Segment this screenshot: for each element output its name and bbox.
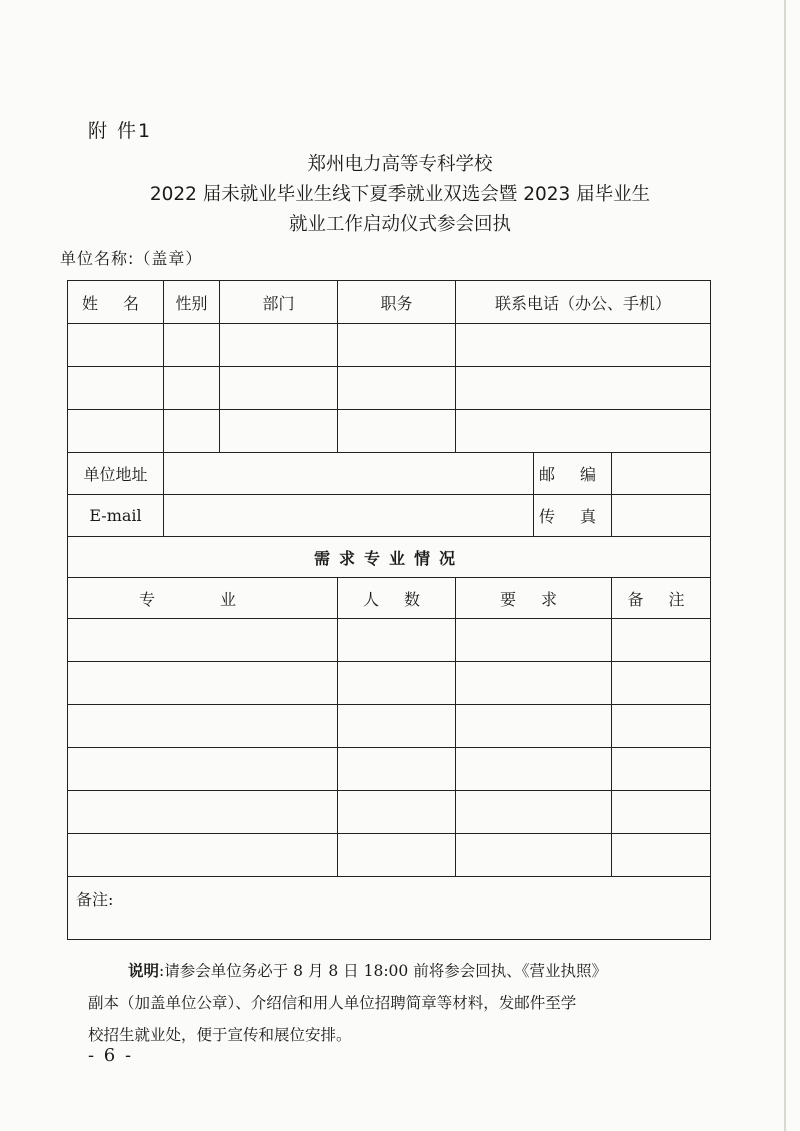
requirement-cell[interactable] xyxy=(456,791,612,834)
contact-row xyxy=(68,324,711,367)
postcode-value-cell[interactable] xyxy=(612,453,711,495)
major-cell[interactable] xyxy=(68,705,338,748)
email-row xyxy=(68,495,711,537)
contact-phone-cell[interactable] xyxy=(456,367,711,410)
remark-cell[interactable] xyxy=(612,791,711,834)
requirement-cell[interactable] xyxy=(456,705,612,748)
count-cell[interactable] xyxy=(338,662,456,705)
header-phone: 联系电话（办公、手机） xyxy=(456,281,711,324)
remark-row xyxy=(68,877,711,940)
contact-phone-cell[interactable] xyxy=(456,410,711,453)
contact-phone-cell[interactable] xyxy=(456,324,711,367)
needs-row xyxy=(68,619,711,662)
page-number: - 6 - xyxy=(88,1045,134,1066)
count-cell[interactable] xyxy=(338,748,456,791)
note-line-3: 校招生就业处，便于宣传和展位安排。 xyxy=(88,1026,352,1044)
title-line-2: 2022 届未就业毕业生线下夏季就业双选会暨 2023 届毕业生 xyxy=(149,184,651,205)
remark-cell[interactable] xyxy=(612,662,711,705)
contact-position-cell[interactable] xyxy=(338,324,456,367)
document-title xyxy=(0,150,800,240)
header-remark: 备 注 xyxy=(612,578,711,619)
remark-cell[interactable] xyxy=(612,619,711,662)
remark-area[interactable] xyxy=(68,877,711,940)
requirement-cell[interactable] xyxy=(456,619,612,662)
contact-gender-cell[interactable] xyxy=(164,410,220,453)
note-prefix: 说明 xyxy=(128,961,160,980)
address-row xyxy=(68,453,711,495)
registration-form-table xyxy=(67,280,711,940)
needs-row xyxy=(68,834,711,877)
remark-cell[interactable] xyxy=(612,705,711,748)
contact-department-cell[interactable] xyxy=(220,367,338,410)
contact-position-cell[interactable] xyxy=(338,410,456,453)
contact-gender-cell[interactable] xyxy=(164,324,220,367)
needs-section-title: 需求专业情况 xyxy=(68,537,711,578)
title-line-3: 就业工作启动仪式参会回执 xyxy=(288,214,511,235)
title-line-1: 郑州电力高等专科学校 xyxy=(307,154,493,175)
contact-department-cell[interactable] xyxy=(220,410,338,453)
needs-row xyxy=(68,662,711,705)
requirement-cell[interactable] xyxy=(456,748,612,791)
email-value-cell[interactable] xyxy=(164,495,534,537)
count-cell[interactable] xyxy=(338,834,456,877)
major-cell[interactable] xyxy=(68,619,338,662)
remark-label: 备注: xyxy=(76,890,114,909)
needs-row xyxy=(68,791,711,834)
instruction-note xyxy=(88,955,708,1051)
requirement-cell[interactable] xyxy=(456,662,612,705)
header-name: 姓 名 xyxy=(68,281,164,324)
contact-department-cell[interactable] xyxy=(220,324,338,367)
contact-name-cell[interactable] xyxy=(68,410,164,453)
header-major: 专 业 xyxy=(68,578,338,619)
contact-row xyxy=(68,410,711,453)
email-label: E-mail xyxy=(68,495,164,537)
section-title-row xyxy=(68,537,711,578)
remark-cell[interactable] xyxy=(612,834,711,877)
header-requirement: 要 求 xyxy=(456,578,612,619)
remark-cell[interactable] xyxy=(612,748,711,791)
header-gender: 性别 xyxy=(164,281,220,324)
contact-name-cell[interactable] xyxy=(68,324,164,367)
fax-label: 传 真 xyxy=(534,495,612,537)
major-cell[interactable] xyxy=(68,791,338,834)
requirement-cell[interactable] xyxy=(456,834,612,877)
needs-row xyxy=(68,748,711,791)
needs-row xyxy=(68,705,711,748)
unit-name-label: 单位名称:（盖章） xyxy=(60,249,203,268)
contact-gender-cell[interactable] xyxy=(164,367,220,410)
needs-header-row xyxy=(68,578,711,619)
count-cell[interactable] xyxy=(338,791,456,834)
note-line-1-text: :请参会单位务必于 8 月 8 日 18:00 前将参会回执、《营业执照》 xyxy=(159,962,607,980)
note-line-1 xyxy=(88,955,708,987)
address-value-cell[interactable] xyxy=(164,453,534,495)
header-count: 人 数 xyxy=(338,578,456,619)
postcode-label: 邮 编 xyxy=(534,453,612,495)
count-cell[interactable] xyxy=(338,619,456,662)
fax-value-cell[interactable] xyxy=(612,495,711,537)
contact-row xyxy=(68,367,711,410)
attachment-label: 附 件1 xyxy=(88,120,153,142)
header-position: 职务 xyxy=(338,281,456,324)
major-cell[interactable] xyxy=(68,748,338,791)
contact-position-cell[interactable] xyxy=(338,367,456,410)
address-label: 单位地址 xyxy=(68,453,164,495)
count-cell[interactable] xyxy=(338,705,456,748)
note-line-2: 副本（加盖单位公章）、介绍信和用人单位招聘简章等材料，发邮件至学 xyxy=(88,994,577,1012)
major-cell[interactable] xyxy=(68,834,338,877)
contact-header-row xyxy=(68,281,711,324)
major-cell[interactable] xyxy=(68,662,338,705)
header-department: 部门 xyxy=(220,281,338,324)
contact-name-cell[interactable] xyxy=(68,367,164,410)
